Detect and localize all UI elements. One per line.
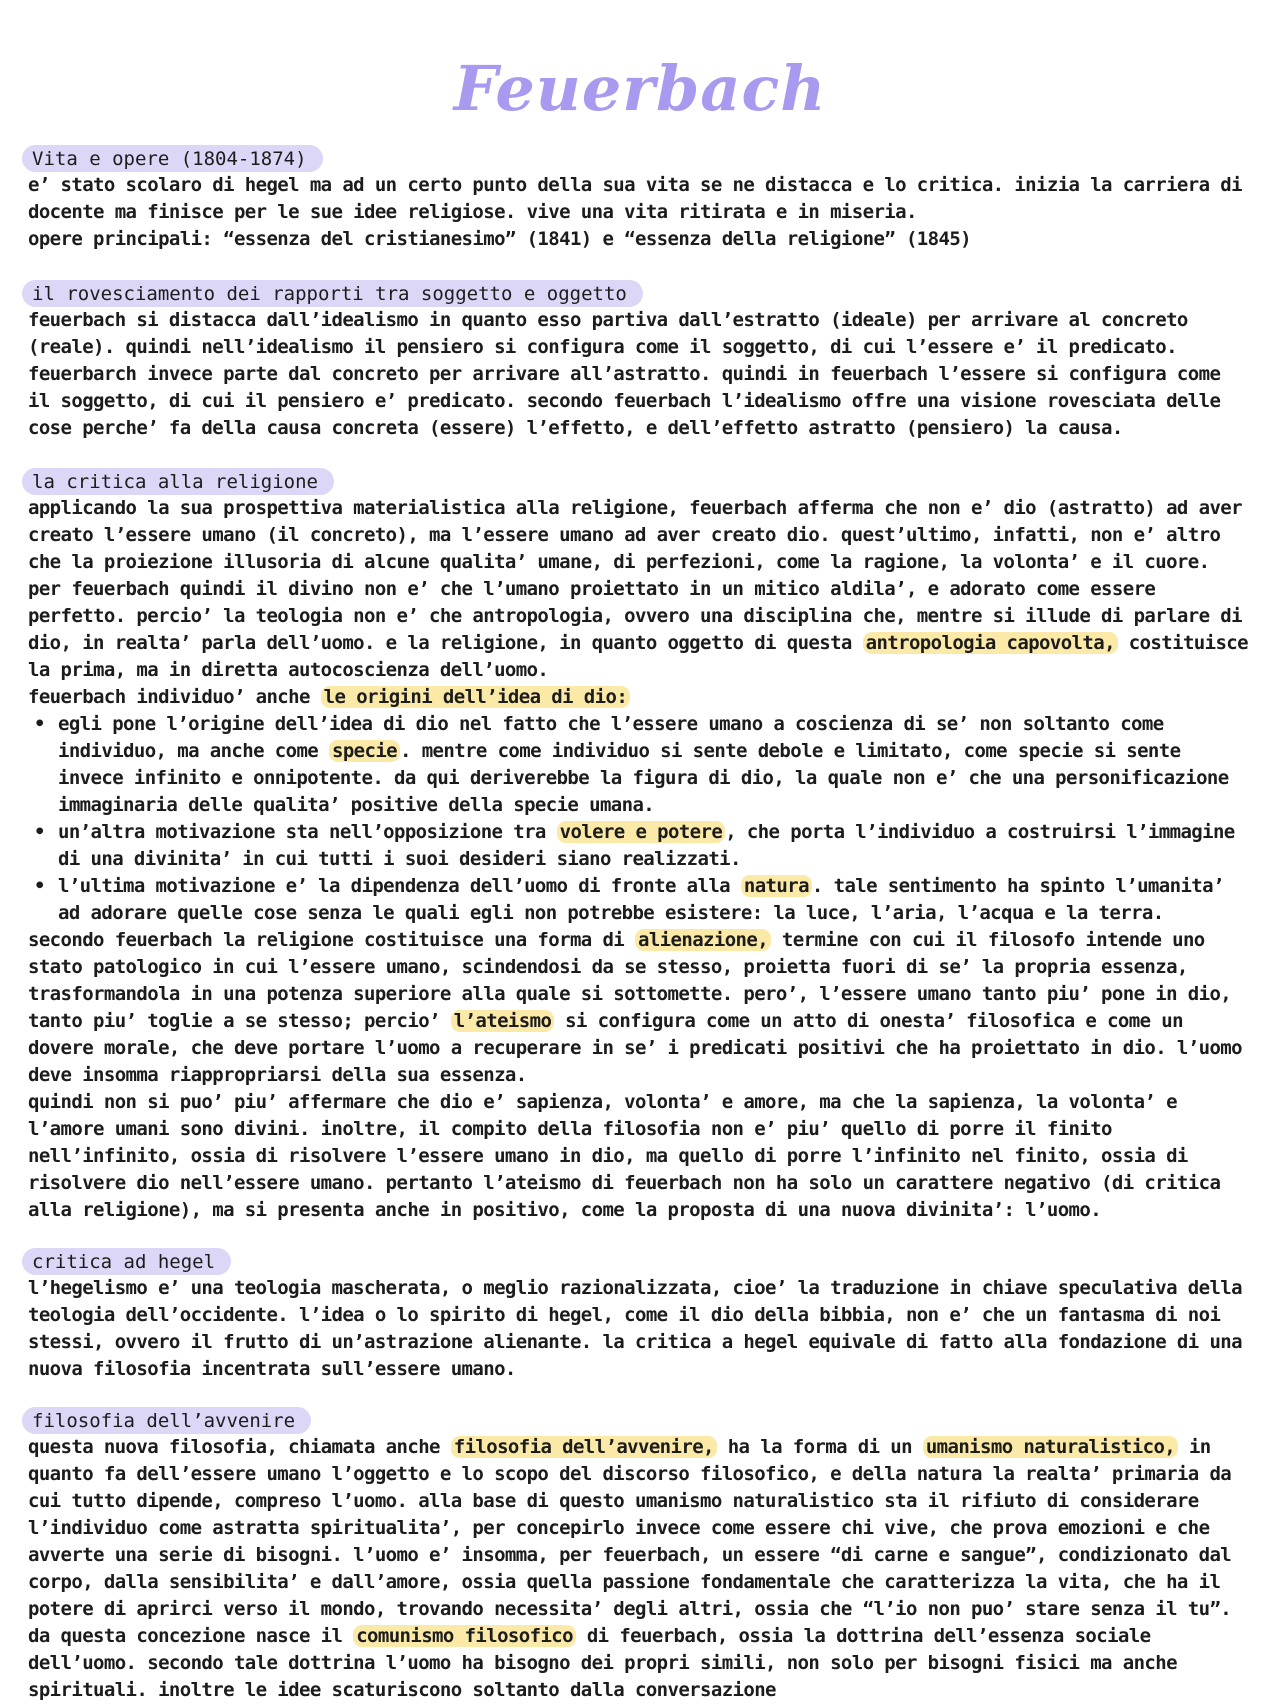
text: feuerbach individuo’ anche	[28, 686, 310, 708]
text: ha la forma di un	[727, 1436, 912, 1458]
highlight: alienazione,	[635, 929, 771, 951]
highlight: volere e potere	[557, 821, 726, 843]
list-item	[58, 711, 1250, 819]
text: . mentre come individuo si sente debole e limitato, come specie si sente invece infinito e onnipotente. da qui deriverebbe la figura di dio, la quale non e’ che una personificazione immaginaria delle qualita’ positive della specie umana.	[58, 740, 1229, 816]
text: questa nuova filosofia, chiamata anche	[28, 1436, 440, 1458]
paragraph	[28, 684, 1250, 711]
list-item	[58, 819, 1250, 873]
paragraph	[28, 1434, 1250, 1704]
section-body	[28, 1275, 1250, 1383]
text: si configura come un atto di onesta’ filosofica e come un dovere morale, che deve portare l’uomo a recuperare in se’ i predicati positivi che ha proiettato in dio. l’uomo deve insomma riappropriarsi della sua essenza.	[28, 1010, 1242, 1086]
section-body	[28, 495, 1250, 1224]
list-item	[58, 873, 1250, 927]
highlight: le origini dell’idea di dio:	[321, 686, 631, 708]
section-religione	[28, 468, 1250, 1224]
text: in quanto fa dell’essere umano l’oggetto e lo scopo del discorso filosofico, e della natura la realta’ primaria da cui tutto dipende, compreso l’uomo. alla base di questo umanismo naturalistico sta il rifiuto di considerare l’individuo come astratta spiritualita’, per concepirlo invece come essere chi vive, che prova emozioni e che avverte una serie di bisogni. l’uomo e’ insomma, per feuerbach, un essere “di carne e sangue”, condizionato dal corpo, dalla sensibilita’ e dall’amore, ossia quella passione fondamentale che caratterizza la vita, che ha il potere di aprirci verso il mondo, trovando necessita’ degli altri, ossia che “l’io non puo’ stare senza il tu”. da questa concezione nasce il	[28, 1436, 1232, 1647]
paragraph: l’hegelismo e’ una teologia mascherata, o meglio razionalizzata, cioe’ la traduzione in chiave speculativa della teologia dell’occidente. l’idea o lo spirito di hegel, come il dio della bibbia, non e’ che un fantasma di noi stessi, ovvero il frutto di un’astrazione alienante. la critica a hegel equivale di fatto alla fondazione di una nuova filosofia incentrata sull’essere umano.	[28, 1277, 1242, 1380]
paragraph: quindi non si puo’ piu’ affermare che dio e’ sapienza, volonta’ e amore, ma che la sapienza, la volonta’ e l’amore umani sono divini. inoltre, il compito della filosofia non e’ piu’ quello di porre il finito nell’infinito, ossia di risolvere l’essere umano in dio, ma quello di porre l’infinito nel finito, ossia di risolvere dio nell’essere umano. pertanto l’ateismo di feuerbach non ha solo un carattere negativo (di critica alla religione), ma si presenta anche in positivo, come la proposta di una nuova divinita’: l’uomo.	[28, 1091, 1221, 1221]
paragraph: opere principali: “essenza del cristianesimo” (1841) e “essenza della religione” (1845)	[28, 228, 971, 250]
text: secondo feuerbach la religione costituisce una forma di	[28, 929, 625, 951]
section-vita	[28, 145, 1250, 253]
paragraph	[28, 927, 1250, 1089]
section-heading: il rovesciamento dei rapporti tra soggetto e oggetto	[22, 280, 643, 307]
section-heading: critica ad hegel	[22, 1248, 231, 1275]
section-rovesciamento	[28, 280, 1250, 442]
section-heading: filosofia dell’avvenire	[22, 1407, 311, 1434]
highlight: comunismo filosofico	[353, 1625, 576, 1647]
section-hegel	[28, 1248, 1250, 1383]
text: egli pone l’origine dell’idea di dio nel fatto che l’essere umano a coscienza di se’ non soltanto come individuo, ma anche come	[58, 713, 1164, 762]
bullet-list	[28, 711, 1250, 927]
paragraph: feuerbach si distacca dall’idealismo in quanto esso partiva dall’estratto (ideale) per arrivare al concreto (reale). quindi nell’idealismo il pensiero si configura come il soggetto, di cui l’essere e’ il predicato.	[28, 309, 1188, 358]
highlight: natura	[741, 875, 812, 897]
text: un’altra motivazione sta nell’opposizione tra	[58, 821, 546, 843]
section-body	[28, 172, 1250, 253]
highlight: filosofia dell’avvenire,	[451, 1436, 717, 1458]
page-title: Feuerbach	[453, 52, 827, 125]
section-body	[28, 307, 1250, 442]
highlight: specie	[329, 740, 400, 762]
highlight: antropologia capovolta,	[863, 632, 1118, 654]
text: costituisce la prima, ma in diretta autocoscienza dell’uomo.	[28, 632, 1248, 681]
highlight: l’ateismo	[451, 1010, 555, 1032]
text: termine con cui il filosofo intende uno stato patologico in cui l’essere umano, scindendosi da se stesso, proietta fuori di se’ la propria essenza, trasformandola in una potenza superiore alla quale si sottomette. pero’, l’essere umano tanto piu’ pone in dio, tanto piu’ toglie a se stesso; percio’	[28, 929, 1232, 1032]
text: , che porta l’individuo a costruirsi l’immagine di una divinita’ in cui tutti i suoi desideri siano realizzati.	[58, 821, 1235, 870]
text: . tale sentimento ha spinto l’umanita’ ad adorare quelle cose senza le quali egli non potrebbe esistere: la luce, l’aria, l’acqua e la terra.	[58, 875, 1224, 924]
text: applicando la sua prospettiva materialistica alla religione, feuerbach afferma che non e’ dio (astratto) ad aver creato l’essere umano (il concreto), ma l’essere umano ad aver creato dio. quest’ultimo, infatti, non e’ altro che la proiezione illusoria di alcune qualita’ umane, di perfezioni, come la ragione, la volonta’ e il cuore. per feuerbach quindi il divino non e’ che l’umano proiettato in un mitico aldila’, e adorato come essere perfetto. percio’ la teologia non e’ che antropologia, ovvero una disciplina che, mentre si illude di parlare di dio, in realta’ parla dell’uomo. e la religione, in quanto oggetto di questa	[28, 497, 1242, 654]
section-heading: la critica alla religione	[22, 468, 334, 495]
paragraph: e’ stato scolaro di hegel ma ad un certo punto della sua vita se ne distacca e lo critica. inizia la carriera di docente ma finisce per le sue idee religiose. vive una vita ritirata e in miseria.	[28, 174, 1242, 223]
section-heading: Vita e opere (1804-1874)	[22, 145, 323, 172]
section-avvenire	[28, 1407, 1250, 1704]
text: di feuerbach, ossia la dottrina dell’essenza sociale dell’uomo. secondo tale dottrina l’uomo ha bisogno dei propri simili, non solo per bisogni fisici ma anche spirituali. inoltre le idee scaturiscono soltanto dalla conversazione	[28, 1625, 1177, 1701]
section-body	[28, 1434, 1250, 1704]
text: l’ultima motivazione e’ la dipendenza dell’uomo di fronte alla	[58, 875, 731, 897]
paragraph: feuerbarch invece parte dal concreto per arrivare all’astratto. quindi in feuerbach l’essere si configura come il soggetto, di cui il pensiero e’ predicato. secondo feuerbach l’idealismo offre una visione rovesciata delle cose perche’ fa della causa concreta (essere) l’effetto, e dell’effetto astratto (pensiero) la causa.	[28, 363, 1221, 439]
highlight: umanismo naturalistico,	[923, 1436, 1178, 1458]
paragraph	[28, 495, 1250, 684]
